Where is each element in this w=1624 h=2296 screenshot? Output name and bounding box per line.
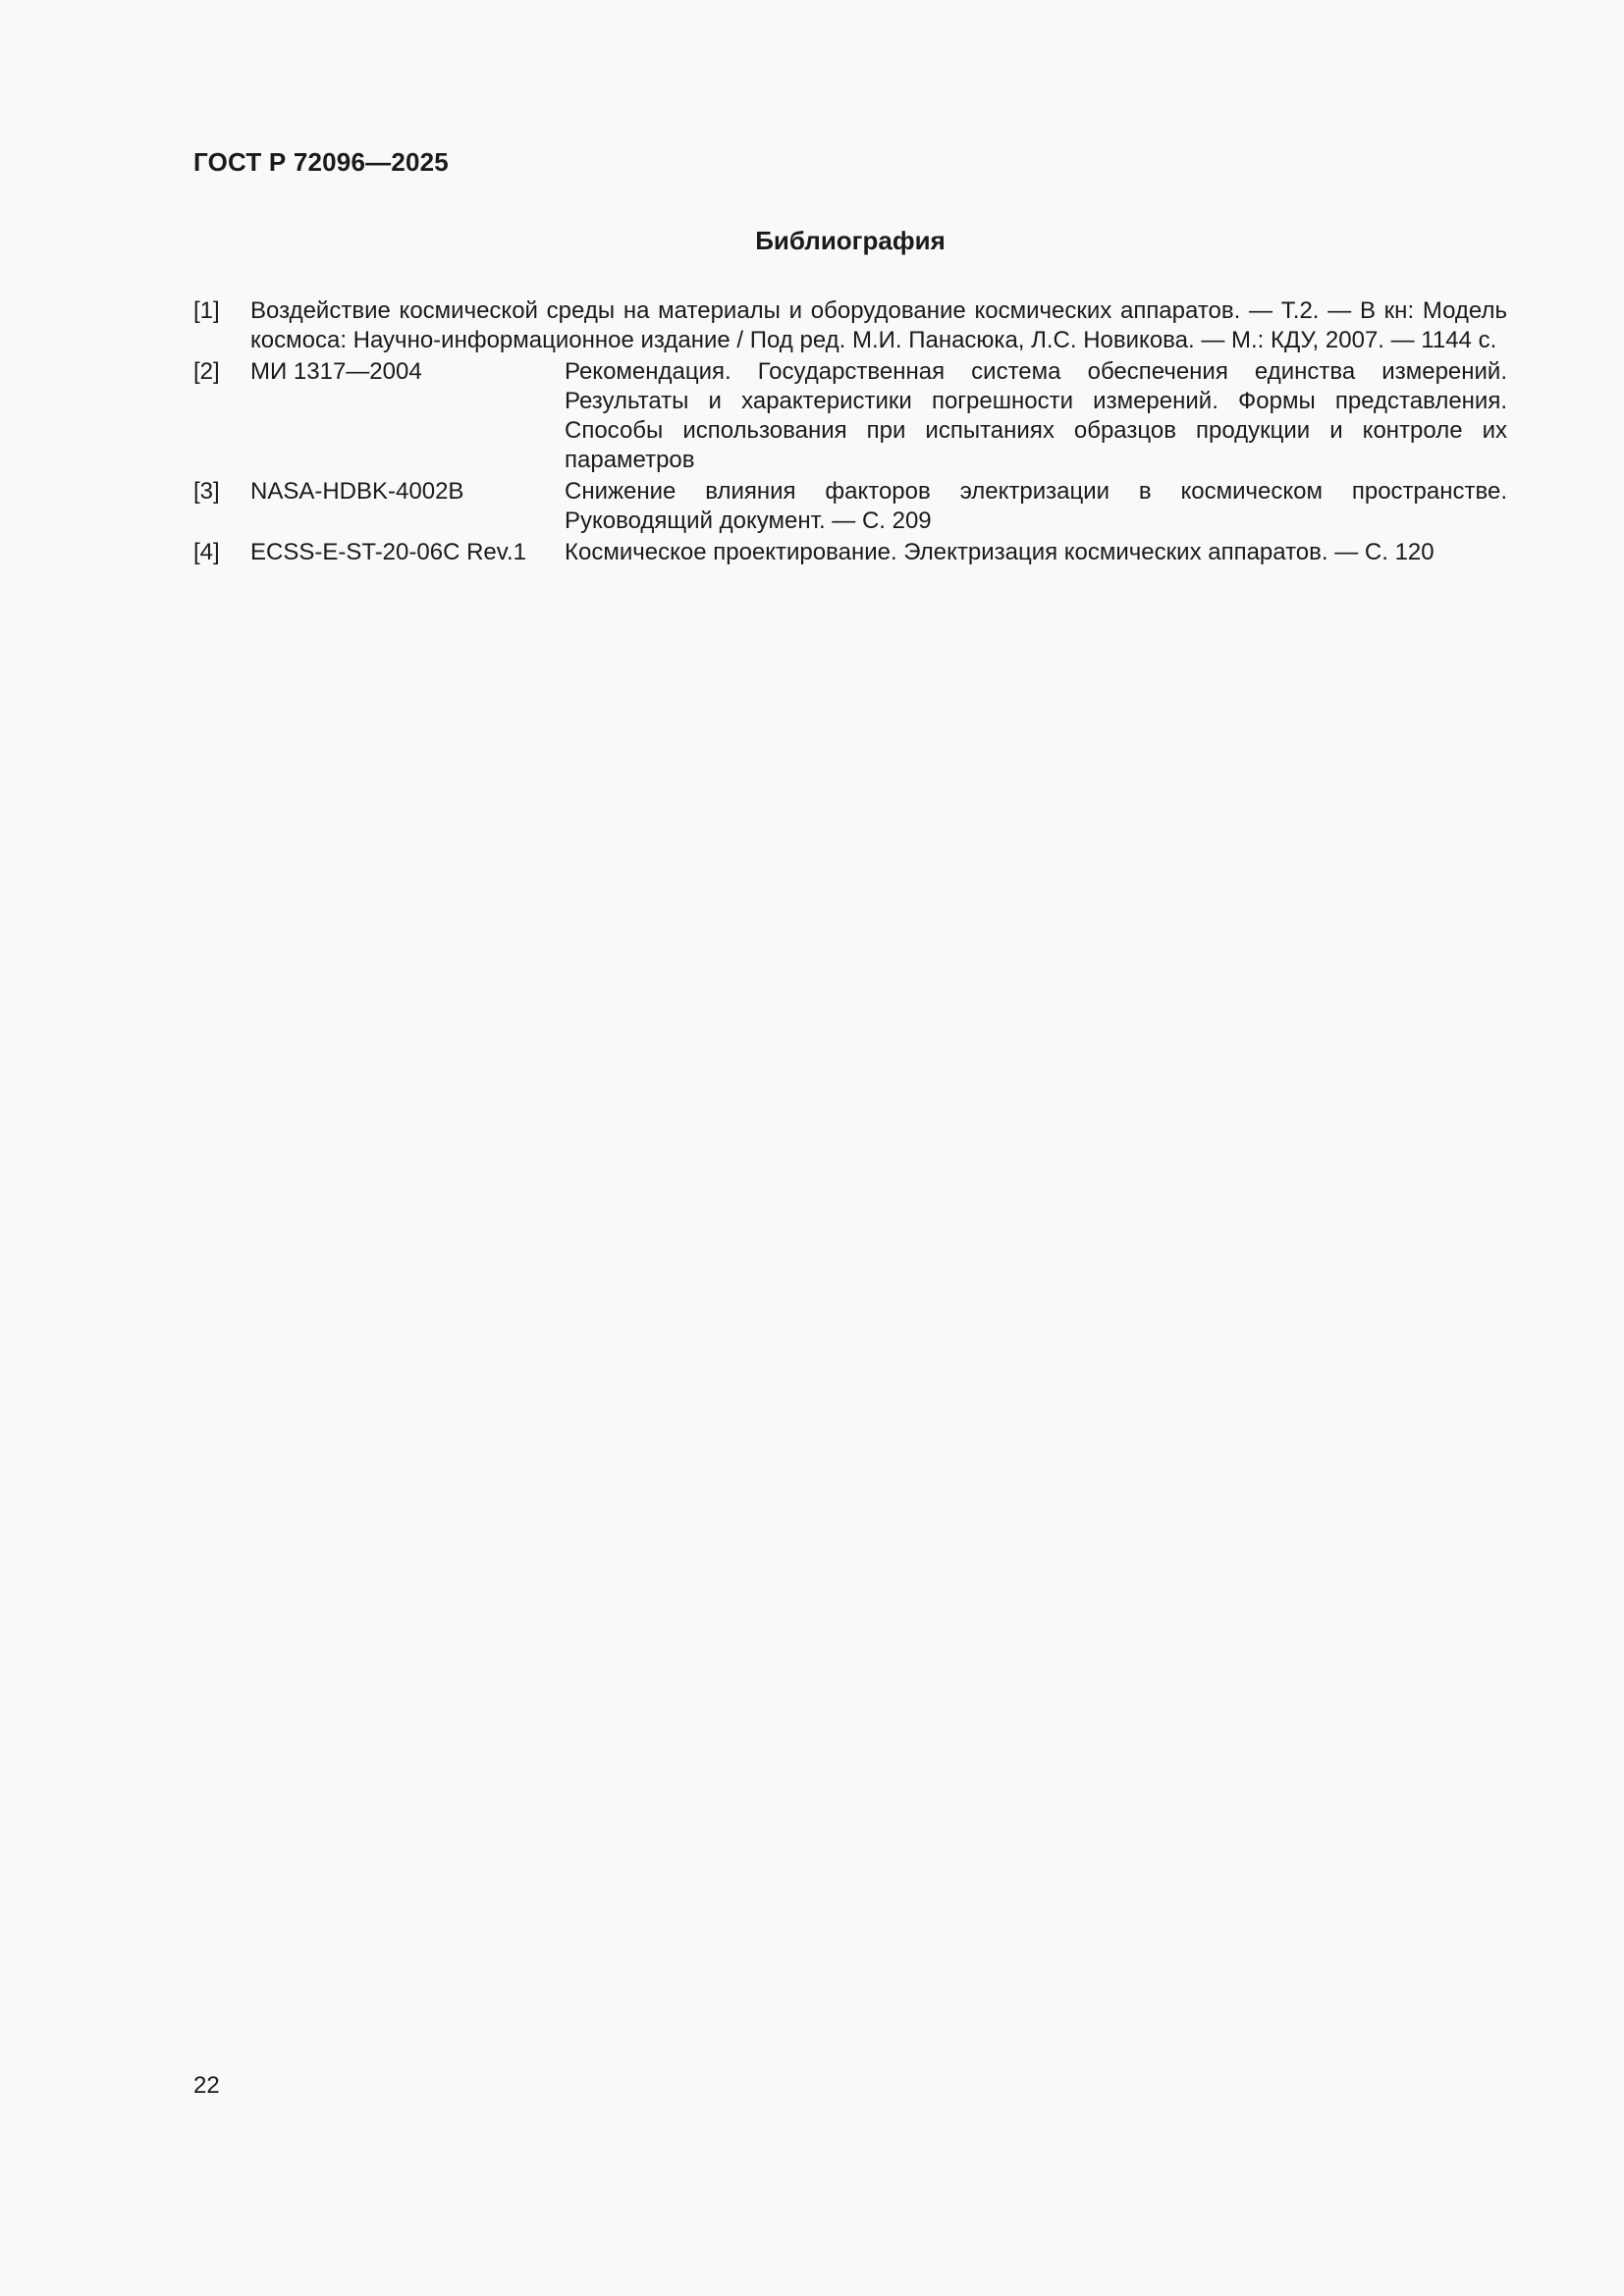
bibliography-entry [193, 296, 1507, 355]
bibliography-list [193, 296, 1507, 567]
entry-number: [2] [193, 358, 220, 385]
entry-number: [1] [193, 297, 220, 324]
bibliography-entry [193, 477, 1507, 536]
entry-text: Снижение влияния факторов электризации в космическом пространстве. Руководящий документ. — С. 209 [565, 478, 1507, 534]
entry-text: Космическое проектирование. Электризация космических аппаратов. — С. 120 [565, 539, 1435, 565]
section-title: Библиография [755, 226, 946, 255]
entry-number: [4] [193, 539, 220, 565]
document-code-header: ГОСТ Р 72096—2025 [193, 147, 449, 177]
entry-reference-code: ECSS-E-ST-20-06C Rev.1 [250, 539, 526, 565]
entry-number: [3] [193, 478, 220, 505]
entry-text: Воздействие космической среды на материалы и оборудование космических аппаратов. — Т.2. — В кн: Модель космоса: Научно-информационное издание / Под ред. М.И. Панасюка, Л.С. Новикова. — М.: КДУ, 2007. — 1144 с. [250, 297, 1507, 353]
page-number: 22 [193, 2072, 220, 2099]
entry-reference-code: МИ 1317—2004 [250, 358, 422, 385]
bibliography-entry [193, 357, 1507, 475]
entry-reference-code: NASA-HDBK-4002B [250, 478, 464, 505]
bibliography-entry [193, 538, 1507, 567]
entry-text: Рекомендация. Государственная система обеспечения единства измерений. Результаты и характеристики погрешности измерений. Формы представления. Способы использования при испытаниях образцов продукции и контроле их параметров [565, 358, 1507, 473]
